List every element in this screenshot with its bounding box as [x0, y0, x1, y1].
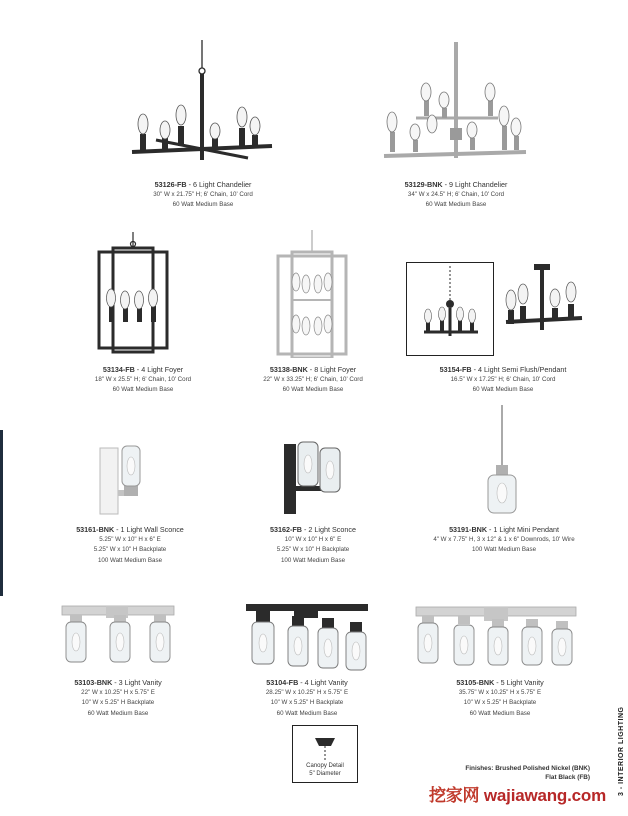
product-name: 1 Light Mini Pendant	[493, 525, 559, 534]
product-image-53154-fb	[498, 262, 588, 342]
product-spec: 60 Watt Medium Base	[425, 201, 487, 209]
canopy-diameter: 5" Diameter	[309, 770, 341, 777]
finish-bnk: Finishes: Brushed Polished Nickel (BNK)	[465, 765, 590, 772]
left-edge-bar	[0, 430, 3, 596]
product-image-53104-fb	[244, 602, 370, 672]
product-spec: 5.25" W x 10" H Backplate	[276, 546, 350, 554]
product-caption: 53126-FB - 6 Light Chandelier 30" W x 21.75" H; 6' Chain, 10' Cord 60 Watt Medium Base	[93, 180, 313, 211]
product-sku: 53103-BNK	[74, 678, 113, 687]
product-sku: 53162-FB	[270, 525, 302, 534]
product-caption: 53138-BNK - 8 Light Foyer 22" W x 33.25" H; 6' Chain, 10' Cord 60 Watt Medium Base	[203, 365, 423, 396]
product-name: 2 Light Sconce	[308, 525, 356, 534]
product-image-53154-fb-pendant	[408, 264, 492, 352]
section-side-label	[608, 690, 625, 800]
canopy-detail-box	[292, 725, 358, 783]
product-sku: 53126-FB	[154, 180, 187, 189]
product-spec: 28.25" W x 10.25" H x 5.75" E	[265, 689, 349, 697]
product-name: 8 Light Foyer	[314, 365, 357, 374]
product-image-53134-fb	[95, 230, 175, 355]
watermark-en: wajiawang.com	[483, 786, 606, 805]
product-sku: 53161-BNK	[76, 525, 115, 534]
product-spec: 30" W x 21.75" H; 6' Chain, 10' Cord	[153, 191, 253, 199]
product-spec: 10" W x 5.25" H Backplate	[81, 699, 155, 707]
product-sku: 53191-BNK	[449, 525, 488, 534]
product-caption: 53134-FB - 4 Light Foyer 18" W x 25.5" H; 6' Chain, 10' Cord 60 Watt Medium Base	[33, 365, 253, 396]
product-spec: 60 Watt Medium Base	[87, 709, 149, 717]
product-spec: 10" W x 5.25" H Backplate	[270, 699, 344, 707]
product-image-53191-bnk	[482, 405, 522, 517]
product-spec: 35.75" W x 10.25" H x 5.75" E	[458, 689, 542, 697]
product-sku: 53104-FB	[266, 678, 299, 687]
product-image-53162-fb	[282, 438, 348, 518]
product-spec: 60 Watt Medium Base	[469, 709, 531, 717]
product-image-53161-bnk	[96, 440, 156, 518]
product-spec: 16.5" W x 17.25" H; 6' Chain, 10' Cord	[450, 376, 556, 384]
product-name: 5 Light Vanity	[500, 678, 544, 687]
product-image-53126-fb	[126, 38, 276, 168]
canopy-label: Canopy Detail	[306, 763, 344, 769]
product-spec: 22" W x 33.25" H; 6' Chain, 10' Cord	[263, 376, 363, 384]
product-image-53138-bnk	[274, 228, 352, 358]
product-spec: 22" W x 10.25" H x 5.75" E	[81, 689, 155, 697]
product-sku: 53129-BNK	[404, 180, 443, 189]
product-caption: 53129-BNK - 9 Light Chandelier 34" W x 24.5" H; 6' Chain, 10' Cord 60 Watt Medium Base	[346, 180, 566, 211]
product-caption: 53104-FB - 4 Light Vanity 28.25" W x 10.25" H x 5.75" E 10" W x 5.25" H Backplate 60 Watt Medium Base	[197, 678, 417, 719]
product-caption: 53105-BNK - 5 Light Vanity 35.75" W x 10.25" H x 5.75" E 10" W x 5.25" H Backplate 60 Watt Medium Base	[390, 678, 610, 719]
product-spec: 60 Watt Medium Base	[276, 709, 338, 717]
product-caption: 53191-BNK - 1 Light Mini Pendant 4" W x 7.75" H, 3 x 12" & 1 x 6" Downrods, 10' Wire 100 Watt Medium Base	[394, 525, 614, 556]
product-spec: 5.25" W x 10" H x 6" E	[99, 536, 161, 544]
product-name: 6 Light Chandelier	[193, 180, 252, 189]
product-name: 4 Light Foyer	[141, 365, 184, 374]
product-caption: 53162-FB - 2 Light Sconce 10" W x 10" H x 6" E 5.25" W x 10" H Backplate 100 Watt Medium Base	[203, 525, 423, 566]
product-name: 9 Light Chandelier	[449, 180, 508, 189]
section-side-label-text: 3 - INTERIOR LIGHTING	[618, 706, 625, 796]
product-spec: 100 Watt Medium Base	[471, 546, 537, 554]
product-image-53103-bnk	[58, 602, 178, 668]
product-spec: 60 Watt Medium Base	[472, 386, 534, 394]
product-spec: 4" W x 7.75" H, 3 x 12" & 1 x 6" Downrods, 10' Wire	[433, 536, 575, 544]
product-spec: 100 Watt Medium Base	[97, 556, 163, 564]
product-spec: 60 Watt Medium Base	[282, 386, 344, 394]
product-spec: 10" W x 10" H x 6" E	[284, 536, 342, 544]
product-sku: 53154-FB	[439, 365, 472, 374]
product-sku: 53105-BNK	[456, 678, 495, 687]
product-image-53129-bnk	[380, 40, 530, 170]
product-spec: 60 Watt Medium Base	[172, 201, 234, 209]
product-spec: 18" W x 25.5" H; 6' Chain, 10' Cord	[94, 376, 192, 384]
product-sku: 53134-FB	[102, 365, 135, 374]
product-name: 1 Light Wall Sconce	[120, 525, 184, 534]
product-spec: 10" W x 5.25" H Backplate	[463, 699, 537, 707]
product-caption: 53103-BNK - 3 Light Vanity 22" W x 10.25" H x 5.75" E 10" W x 5.25" H Backplate 60 Watt Medium Base	[8, 678, 228, 719]
product-image-53105-bnk	[412, 603, 580, 669]
watermark	[429, 781, 606, 806]
product-spec: 34" W x 24.5" H; 6' Chain, 10' Cord	[407, 191, 505, 199]
product-spec: 60 Watt Medium Base	[112, 386, 174, 394]
watermark-cn: 挖家网	[428, 786, 480, 805]
finish-fb: Flat Black (FB)	[545, 773, 590, 781]
product-name: 4 Light Semi Flush/Pendant	[478, 365, 567, 374]
product-name: 3 Light Vanity	[118, 678, 162, 687]
product-caption: 53161-BNK - 1 Light Wall Sconce 5.25" W x 10" H x 6" E 5.25" W x 10" H Backplate 100 Watt Medium Base	[20, 525, 240, 566]
product-spec: 5.25" W x 10" H Backplate	[93, 546, 167, 554]
product-sku: 53138-BNK	[269, 365, 308, 374]
product-caption: 53154-FB - 4 Light Semi Flush/Pendant 16.5" W x 17.25" H; 6' Chain, 10' Cord 60 Watt Medium Base	[393, 365, 613, 396]
product-name: 4 Light Vanity	[304, 678, 348, 687]
canopy-icon	[309, 730, 341, 762]
finishes-legend	[465, 765, 590, 782]
product-spec: 100 Watt Medium Base	[280, 556, 346, 564]
